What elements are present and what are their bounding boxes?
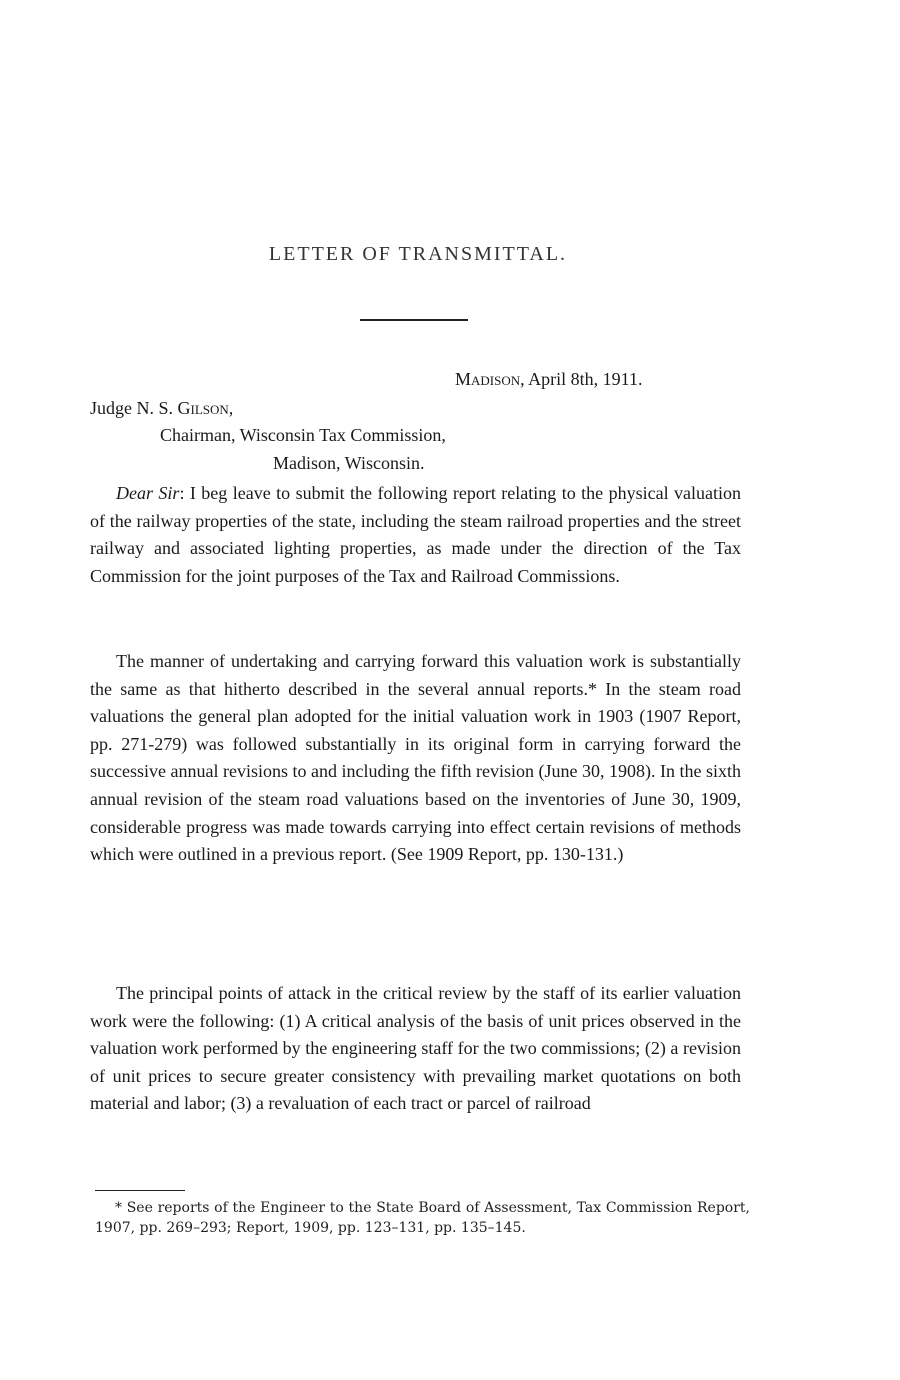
addressee-name <box>90 398 233 419</box>
paragraph-3: The principal points of attack in the critical review by the staff of its earlier valuation work were the following: (1) A critical analysis of the basis of unit prices observed in the valuation work performed by the engineering staff for the two commissions; (2) a revision of unit prices to secure greater consistency with prevailing market quotations on both material and labor; (3) a revaluation of each tract or parcel of railroad <box>90 983 741 1114</box>
dateline <box>455 369 642 390</box>
addressee-surname: Gilson, <box>177 398 234 418</box>
addressee-title: Chairman, Wisconsin Tax Commission, <box>160 425 446 445</box>
page-title: LETTER OF TRANSMITTAL. <box>268 243 568 265</box>
footnote: * See reports of the Engineer to the State Board of Assessment, Tax Commission Report, 1907, pp. 269–293; Report, 1909, pp. 123–131, pp. 135–145. <box>95 1200 750 1236</box>
dateline-city: Madison, <box>455 369 525 389</box>
paragraph-1 <box>90 480 741 590</box>
paragraph-2: The manner of undertaking and carrying forward this valuation work is substantially the same as that hitherto described in the several annual reports.* In the steam road valuations the general plan adopted for the initial valuation work in 1903 (1907 Report, pp. 271-279) was followed substantially in its original form in carrying forward the successive annual revisions to and including the fifth revision (June 30, 1908). In the sixth annual revision of the steam road valuations based on the inventories of June 30, 1909, considerable progress was made towards carrying into effect certain revisions of methods which were outlined in a previous report. (See 1909 Report, pp. 130-131.) <box>90 651 741 865</box>
addressee-location: Madison, Wisconsin. <box>273 453 425 473</box>
title-divider <box>360 319 468 321</box>
addressee-prefix: Judge N. S. <box>90 398 178 418</box>
salutation: Dear Sir <box>116 483 180 503</box>
dateline-date: April 8th, 1911. <box>528 369 643 389</box>
footnote-divider <box>95 1190 185 1191</box>
paragraph-1-text: : I beg leave to submit the following report relating to the physical valuation of the railway properties of the state, including the steam railroad properties and the street railway and associated lighting properties, as made under the direction of the Tax Commission for the joint purposes of the Tax and Railroad Commissions. <box>90 483 741 586</box>
